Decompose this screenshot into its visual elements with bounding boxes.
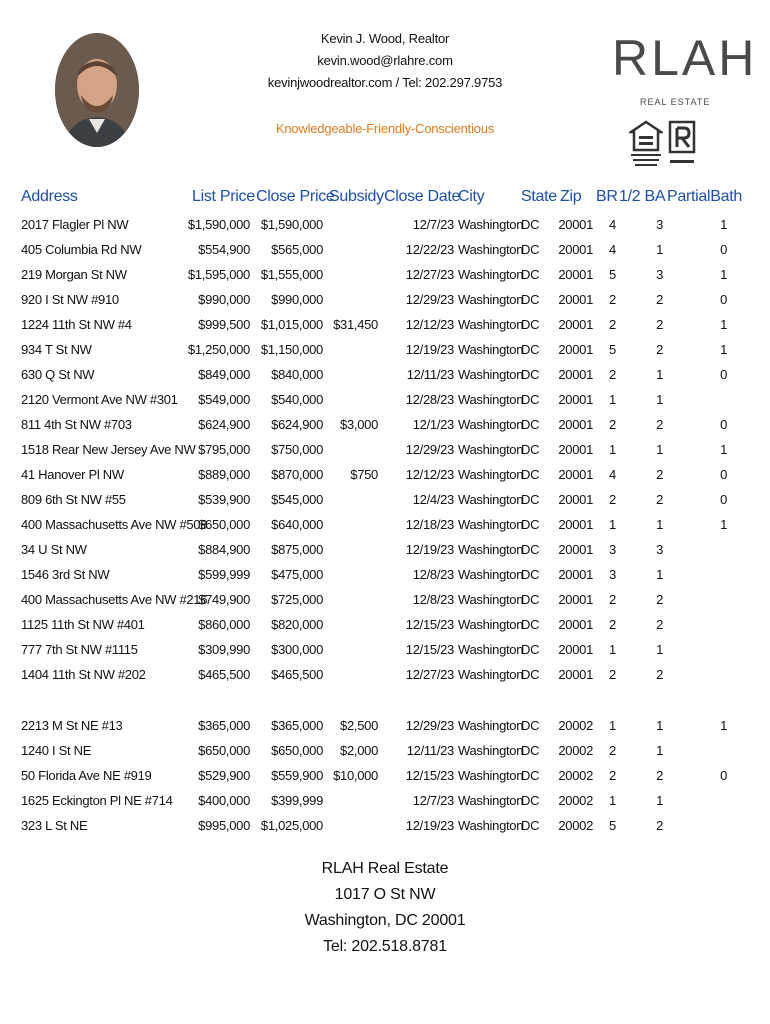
footer-city: Washington, DC 20001 <box>304 912 466 929</box>
cell-close-price: $875,000 <box>271 542 323 557</box>
cell-close-price: $365,000 <box>271 718 323 733</box>
cell-state: DC <box>521 667 540 682</box>
cell-zip: 20002 <box>558 793 593 808</box>
cell-state: DC <box>521 818 540 833</box>
footer-phone: Tel: 202.518.8781 <box>323 938 447 955</box>
cell-address: 219 Morgan St NW <box>21 267 127 282</box>
cell-zip: 20002 <box>558 718 593 733</box>
cell-state: DC <box>521 567 540 582</box>
cell-half-bath: 1 <box>656 517 663 532</box>
cell-close-price: $465,500 <box>271 667 323 682</box>
cell-list-price: $995,000 <box>198 818 250 833</box>
cell-subsidy: $2,000 <box>340 743 378 758</box>
cell-city: Washington <box>458 367 524 382</box>
cell-city: Washington <box>458 317 524 332</box>
cell-partial-bath: 0 <box>720 492 727 507</box>
cell-half-bath: 1 <box>656 242 663 257</box>
cell-close-price: $1,590,000 <box>260 217 323 232</box>
cell-zip: 20001 <box>558 667 593 682</box>
cell-zip: 20001 <box>558 592 593 607</box>
cell-br: 4 <box>609 217 616 232</box>
cell-close-date: 12/18/23 <box>405 517 454 532</box>
cell-br: 4 <box>609 467 616 482</box>
cell-close-date: 12/15/23 <box>405 617 454 632</box>
header-subsidy: Subsidy <box>329 188 384 205</box>
cell-br: 2 <box>609 367 616 382</box>
cell-close-date: 12/19/23 <box>405 342 454 357</box>
cell-br: 2 <box>609 768 616 783</box>
cell-zip: 20001 <box>558 492 593 507</box>
cell-half-bath: 2 <box>656 417 663 432</box>
cell-br: 2 <box>609 417 616 432</box>
cell-state: DC <box>521 242 540 257</box>
cell-zip: 20001 <box>558 392 593 407</box>
cell-br: 2 <box>609 743 616 758</box>
header-zip: Zip <box>560 188 582 205</box>
cell-list-price: $1,250,000 <box>187 342 250 357</box>
cell-close-price: $820,000 <box>271 617 323 632</box>
header-close-price: Close Price <box>256 188 335 205</box>
cell-close-date: 12/29/23 <box>405 442 454 457</box>
cell-city: Washington <box>458 793 524 808</box>
cell-close-date: 12/4/23 <box>412 492 454 507</box>
cell-zip: 20001 <box>558 417 593 432</box>
cell-partial-bath: 0 <box>720 292 727 307</box>
cell-br: 2 <box>609 492 616 507</box>
cell-br: 5 <box>609 342 616 357</box>
cell-close-date: 12/19/23 <box>405 542 454 557</box>
cell-close-price: $475,000 <box>271 567 323 582</box>
cell-state: DC <box>521 642 540 657</box>
cell-address: 2017 Flagler Pl NW <box>21 217 129 232</box>
cell-br: 1 <box>609 642 616 657</box>
cell-city: Washington <box>458 492 524 507</box>
cell-city: Washington <box>458 542 524 557</box>
cell-close-price: $545,000 <box>271 492 323 507</box>
cell-half-bath: 1 <box>656 392 663 407</box>
cell-zip: 20001 <box>558 292 593 307</box>
cell-br: 2 <box>609 292 616 307</box>
cell-br: 5 <box>609 267 616 282</box>
cell-list-price: $1,590,000 <box>187 217 250 232</box>
cell-close-price: $559,900 <box>271 768 323 783</box>
cell-city: Washington <box>458 392 524 407</box>
cell-city: Washington <box>458 718 524 733</box>
cell-partial-bath: 1 <box>720 217 727 232</box>
cell-half-bath: 2 <box>656 592 663 607</box>
cell-address: 1125 11th St NW #401 <box>21 617 145 632</box>
rlah-logo-subtitle: REAL ESTATE <box>640 97 711 107</box>
cell-partial-bath: 1 <box>720 317 727 332</box>
cell-address: 777 7th St NW #1115 <box>21 642 138 657</box>
cell-list-price: $529,900 <box>198 768 250 783</box>
cell-close-date: 12/1/23 <box>412 417 454 432</box>
cell-list-price: $624,900 <box>198 417 250 432</box>
cell-list-price: $999,500 <box>198 317 250 332</box>
cell-close-date: 12/19/23 <box>405 818 454 833</box>
cell-close-date: 12/7/23 <box>412 793 454 808</box>
cell-city: Washington <box>458 417 524 432</box>
cell-partial-bath: 1 <box>720 517 727 532</box>
cell-close-date: 12/15/23 <box>405 642 454 657</box>
cell-close-date: 12/27/23 <box>405 667 454 682</box>
cell-city: Washington <box>458 642 524 657</box>
cell-partial-bath: 1 <box>720 342 727 357</box>
cell-list-price: $465,500 <box>198 667 250 682</box>
cell-list-price: $365,000 <box>198 718 250 733</box>
cell-address: 1240 I St NE <box>21 743 92 758</box>
cell-close-price: $624,900 <box>271 417 323 432</box>
cell-zip: 20001 <box>558 367 593 382</box>
cell-zip: 20001 <box>558 317 593 332</box>
cell-list-price: $599,999 <box>198 567 250 582</box>
cell-half-bath: 1 <box>656 642 663 657</box>
cell-close-price: $1,150,000 <box>260 342 323 357</box>
header-half-bath: 1/2 BA <box>619 188 666 205</box>
header-close-date: Close Date <box>384 188 461 205</box>
agent-web-phone: kevinjwoodrealtor.com / Tel: 202.297.9753 <box>267 75 503 90</box>
cell-list-price: $539,900 <box>198 492 250 507</box>
cell-subsidy: $31,450 <box>333 317 378 332</box>
cell-list-price: $990,000 <box>198 292 250 307</box>
cell-address: 2120 Vermont Ave NW #301 <box>21 392 178 407</box>
cell-zip: 20002 <box>558 743 593 758</box>
cell-city: Washington <box>458 467 524 482</box>
cell-close-date: 12/11/23 <box>406 743 454 758</box>
cell-state: DC <box>521 367 540 382</box>
cell-state: DC <box>521 592 540 607</box>
cell-state: DC <box>521 292 540 307</box>
cell-state: DC <box>521 467 540 482</box>
cell-address: 41 Hanover Pl NW <box>21 467 124 482</box>
cell-partial-bath: 1 <box>720 442 727 457</box>
cell-subsidy: $2,500 <box>340 718 378 733</box>
cell-zip: 20001 <box>558 342 593 357</box>
cell-close-price: $540,000 <box>271 392 323 407</box>
cell-address: 811 4th St NW #703 <box>21 417 132 432</box>
cell-state: DC <box>521 793 540 808</box>
cell-partial-bath: 0 <box>720 367 727 382</box>
cell-br: 1 <box>609 442 616 457</box>
cell-address: 34 U St NW <box>21 542 87 557</box>
cell-close-date: 12/28/23 <box>405 392 454 407</box>
header-address: Address <box>21 188 78 205</box>
cell-state: DC <box>521 617 540 632</box>
cell-half-bath: 3 <box>656 217 663 232</box>
cell-br: 2 <box>609 667 616 682</box>
cell-city: Washington <box>458 592 524 607</box>
agent-email[interactable]: kevin.wood@rlahre.com <box>317 53 453 68</box>
cell-address: 323 L St NE <box>21 818 88 833</box>
cell-zip: 20001 <box>558 542 593 557</box>
cell-half-bath: 2 <box>656 818 663 833</box>
cell-close-date: 12/15/23 <box>405 768 454 783</box>
cell-state: DC <box>521 442 540 457</box>
cell-close-date: 12/12/23 <box>405 317 454 332</box>
cell-city: Washington <box>458 517 524 532</box>
cell-half-bath: 1 <box>656 793 663 808</box>
cell-city: Washington <box>458 667 524 682</box>
cell-half-bath: 1 <box>656 743 663 758</box>
cell-address: 50 Florida Ave NE #919 <box>21 768 152 783</box>
cell-half-bath: 1 <box>656 442 663 457</box>
cell-state: DC <box>521 392 540 407</box>
cell-zip: 20001 <box>558 567 593 582</box>
cell-address: 400 Massachusetts Ave NW #508 <box>21 517 208 532</box>
cell-list-price: $795,000 <box>198 442 250 457</box>
cell-half-bath: 2 <box>656 492 663 507</box>
cell-address: 400 Massachusetts Ave NW #216 <box>21 592 208 607</box>
cell-list-price: $549,000 <box>198 392 250 407</box>
cell-state: DC <box>521 517 540 532</box>
cell-address: 405 Columbia Rd NW <box>21 242 142 257</box>
cell-list-price: $554,900 <box>198 242 250 257</box>
cell-zip: 20001 <box>558 642 593 657</box>
cell-half-bath: 3 <box>656 267 663 282</box>
cell-close-price: $990,000 <box>271 292 323 307</box>
cell-close-price: $640,000 <box>271 517 323 532</box>
cell-half-bath: 1 <box>656 367 663 382</box>
equal-housing-opportunity-icon <box>629 120 663 168</box>
rlah-logo: RLAH <box>612 30 758 86</box>
cell-partial-bath: 0 <box>720 768 727 783</box>
cell-br: 2 <box>609 592 616 607</box>
cell-state: DC <box>521 718 540 733</box>
cell-br: 2 <box>609 617 616 632</box>
cell-list-price: $749,900 <box>198 592 250 607</box>
cell-state: DC <box>521 492 540 507</box>
cell-city: Washington <box>458 292 524 307</box>
cell-br: 1 <box>609 392 616 407</box>
cell-close-price: $1,025,000 <box>260 818 323 833</box>
cell-state: DC <box>521 542 540 557</box>
cell-list-price: $650,000 <box>198 517 250 532</box>
cell-close-date: 12/22/23 <box>405 242 454 257</box>
cell-list-price: $1,595,000 <box>187 267 250 282</box>
cell-subsidy: $10,000 <box>333 768 378 783</box>
cell-list-price: $889,000 <box>198 467 250 482</box>
cell-half-bath: 2 <box>656 617 663 632</box>
cell-city: Washington <box>458 267 524 282</box>
cell-state: DC <box>521 267 540 282</box>
header-br: BR <box>596 188 618 205</box>
cell-subsidy: $750 <box>350 467 378 482</box>
cell-address: 934 T St NW <box>21 342 92 357</box>
cell-city: Washington <box>458 217 524 232</box>
cell-city: Washington <box>458 442 524 457</box>
cell-close-date: 12/11/23 <box>406 367 454 382</box>
cell-state: DC <box>521 743 540 758</box>
cell-close-price: $650,000 <box>271 743 323 758</box>
cell-close-price: $399,999 <box>271 793 323 808</box>
cell-half-bath: 3 <box>656 542 663 557</box>
cell-partial-bath: 1 <box>720 718 727 733</box>
header-state: State <box>521 188 557 205</box>
cell-br: 4 <box>609 242 616 257</box>
cell-br: 2 <box>609 317 616 332</box>
cell-zip: 20001 <box>558 617 593 632</box>
cell-br: 1 <box>609 718 616 733</box>
cell-state: DC <box>521 317 540 332</box>
cell-partial-bath: 0 <box>720 467 727 482</box>
cell-zip: 20001 <box>558 217 593 232</box>
cell-close-price: $565,000 <box>271 242 323 257</box>
footer-street: 1017 O St NW <box>334 886 436 903</box>
cell-city: Washington <box>458 743 524 758</box>
header-partial-bath: PartialBath <box>667 188 742 205</box>
cell-city: Washington <box>458 567 524 582</box>
cell-city: Washington <box>458 768 524 783</box>
cell-address: 1546 3rd St NW <box>21 567 110 582</box>
cell-close-price: $1,015,000 <box>260 317 323 332</box>
cell-close-price: $750,000 <box>271 442 323 457</box>
cell-list-price: $884,900 <box>198 542 250 557</box>
cell-zip: 20001 <box>558 467 593 482</box>
cell-city: Washington <box>458 242 524 257</box>
agent-photo <box>55 33 139 147</box>
cell-close-price: $840,000 <box>271 367 323 382</box>
agent-portrait-icon <box>55 33 139 147</box>
header-city: City <box>458 188 485 205</box>
cell-half-bath: 2 <box>656 768 663 783</box>
realtor-r-icon <box>668 120 696 168</box>
cell-address: 2213 M St NE #13 <box>21 718 123 733</box>
agent-name: Kevin J. Wood, Realtor <box>320 31 450 46</box>
cell-list-price: $400,000 <box>198 793 250 808</box>
cell-address: 1404 11th St NW #202 <box>21 667 146 682</box>
cell-half-bath: 1 <box>656 567 663 582</box>
cell-subsidy: $3,000 <box>340 417 378 432</box>
cell-half-bath: 1 <box>656 718 663 733</box>
cell-half-bath: 2 <box>656 342 663 357</box>
cell-state: DC <box>521 417 540 432</box>
header-list-price: List Price <box>192 188 255 205</box>
cell-partial-bath: 0 <box>720 417 727 432</box>
cell-state: DC <box>521 217 540 232</box>
cell-half-bath: 2 <box>656 467 663 482</box>
cell-state: DC <box>521 768 540 783</box>
cell-zip: 20002 <box>558 768 593 783</box>
cell-close-price: $725,000 <box>271 592 323 607</box>
cell-close-date: 12/8/23 <box>412 567 454 582</box>
cell-half-bath: 2 <box>656 292 663 307</box>
cell-address: 1518 Rear New Jersey Ave NW <box>21 442 196 457</box>
cell-address: 630 Q St NW <box>21 367 95 382</box>
cell-address: 1625 Eckington Pl NE #714 <box>21 793 173 808</box>
cell-list-price: $650,000 <box>198 743 250 758</box>
cell-close-price: $300,000 <box>271 642 323 657</box>
cell-close-date: 12/12/23 <box>405 467 454 482</box>
cell-partial-bath: 1 <box>720 267 727 282</box>
cell-address: 920 I St NW #910 <box>21 292 119 307</box>
cell-zip: 20001 <box>558 517 593 532</box>
cell-br: 1 <box>609 793 616 808</box>
cell-close-date: 12/29/23 <box>405 292 454 307</box>
cell-close-price: $1,555,000 <box>260 267 323 282</box>
cell-half-bath: 2 <box>656 667 663 682</box>
cell-zip: 20002 <box>558 818 593 833</box>
cell-list-price: $860,000 <box>198 617 250 632</box>
footer-company: RLAH Real Estate <box>321 860 449 877</box>
cell-br: 5 <box>609 818 616 833</box>
cell-partial-bath: 0 <box>720 242 727 257</box>
cell-close-price: $870,000 <box>271 467 323 482</box>
cell-state: DC <box>521 342 540 357</box>
cell-zip: 20001 <box>558 442 593 457</box>
cell-city: Washington <box>458 342 524 357</box>
cell-city: Washington <box>458 617 524 632</box>
cell-zip: 20001 <box>558 267 593 282</box>
cell-close-date: 12/8/23 <box>412 592 454 607</box>
cell-list-price: $309,990 <box>198 642 250 657</box>
cell-close-date: 12/29/23 <box>405 718 454 733</box>
cell-list-price: $849,000 <box>198 367 250 382</box>
cell-zip: 20001 <box>558 242 593 257</box>
cell-city: Washington <box>458 818 524 833</box>
cell-close-date: 12/27/23 <box>405 267 454 282</box>
cell-address: 1224 11th St NW #4 <box>21 317 132 332</box>
cell-address: 809 6th St NW #55 <box>21 492 126 507</box>
tagline: Knowledgeable-Friendly-Conscientious <box>275 121 495 136</box>
cell-br: 3 <box>609 542 616 557</box>
cell-close-date: 12/7/23 <box>412 217 454 232</box>
cell-half-bath: 2 <box>656 317 663 332</box>
cell-br: 3 <box>609 567 616 582</box>
cell-br: 1 <box>609 517 616 532</box>
